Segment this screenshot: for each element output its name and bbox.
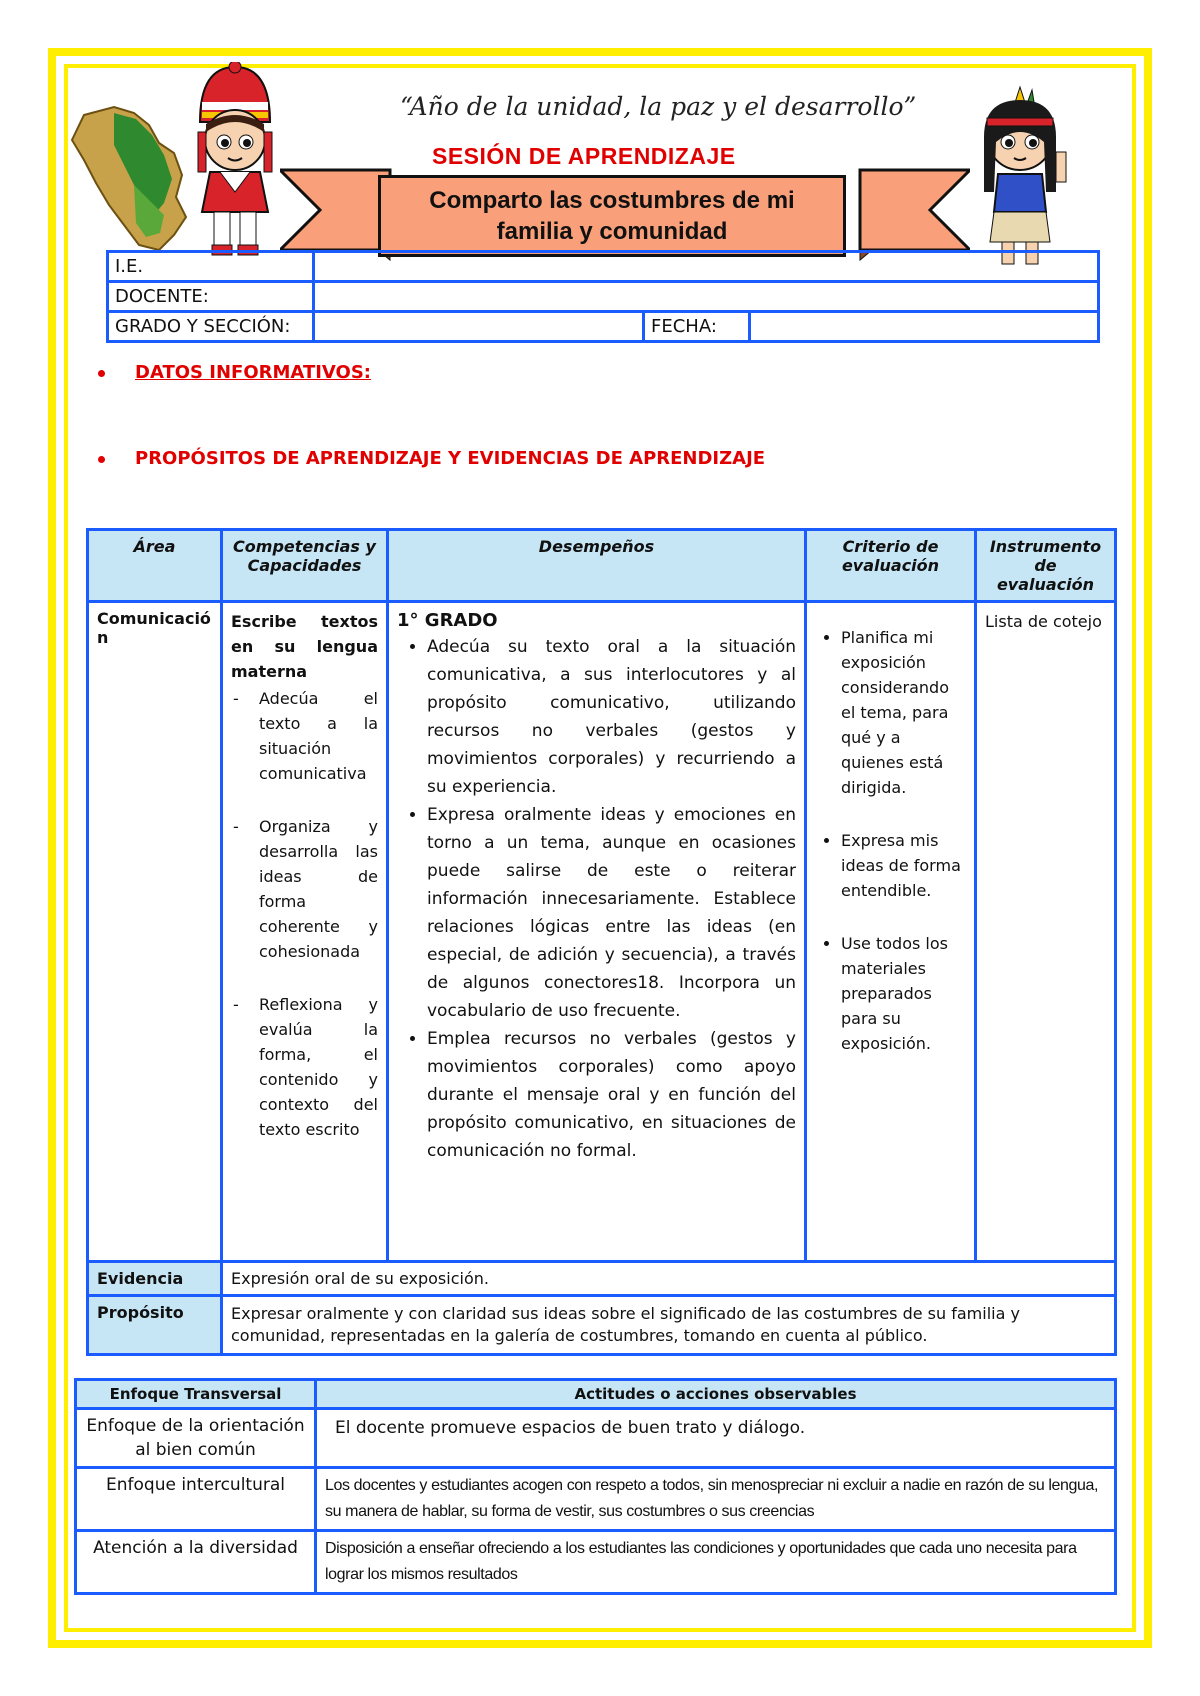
header-competencias: Competencias y Capacidades (222, 530, 388, 602)
enfoque-name: Enfoque intercultural (76, 1468, 316, 1531)
docente-label: DOCENTE: (108, 282, 314, 312)
criterio-item: • Planifica mi exposición considerando el tema, para qué y a quienes está dirigida. (841, 625, 966, 800)
capacidad-item: - Reflexiona y evalúa la forma, el contenido y contexto del texto escrito (259, 992, 378, 1142)
peru-map-illustration (64, 105, 196, 255)
enfoque-accion: Los docentes y estudiantes acogen con respeto a todos, sin menospreciar ni excluir a nadie en razón de su lengua, su manera de hablar, su forma de vestir, sus costumbres o sus creencias (316, 1468, 1116, 1531)
section-propositos (98, 448, 765, 469)
year-motto: “Año de la unidad, la paz y el desarrollo” (400, 92, 917, 121)
section-datos (98, 362, 371, 383)
desempenos-cell (388, 602, 806, 1262)
header-instrumento: Instrumento de evaluación (976, 530, 1116, 602)
enfoque-name: Atención a la diversidad (76, 1531, 316, 1594)
desempenos-list (397, 633, 796, 1165)
competencias-cell (222, 602, 388, 1262)
header-criterio: Criterio de evaluación (806, 530, 976, 602)
learning-table (86, 528, 1117, 1356)
evidencia-value: Expresión oral de su exposición. (222, 1262, 1116, 1296)
grado-heading: 1° GRADO (397, 610, 498, 631)
criterio-item: • Use todos los materiales preparados para su exposición. (841, 931, 966, 1056)
proposito-value: Expresar oralmente y con claridad sus ideas sobre el significado de las costumbres de su familia y comunidad, representadas en la galería de costumbres, tomando en cuenta al público. (222, 1296, 1116, 1355)
enfoque-name: Enfoque de la orientación al bien común (76, 1409, 316, 1468)
proposito-label: Propósito (88, 1296, 222, 1355)
area-cell: Comunicación (88, 602, 222, 1262)
header-area: Área (88, 530, 222, 602)
enfoques-table (74, 1378, 1117, 1595)
girl-character-illustration (960, 82, 1080, 272)
section-propositos-label: PROPÓSITOS DE APRENDIZAJE Y EVIDENCIAS DE APRENDIZAJE (135, 448, 766, 469)
capacidades-list (231, 686, 378, 1142)
criterios-cell (806, 602, 976, 1262)
competencia-name: Escribe textos en su lengua materna (231, 612, 378, 681)
info-table (106, 250, 1100, 343)
docente-field[interactable] (314, 282, 1099, 312)
capacidad-item: - Adecúa el texto a la situación comunicativa (259, 686, 378, 786)
criterio-item: • Expresa mis ideas de forma entendible. (841, 828, 966, 903)
desempeno-item: • Expresa oralmente ideas y emociones en torno a un tema, aunque en ocasiones puede salirse de este o reiterar información innecesariamente. Establece relaciones lógicas entre las ideas (en especial, de adición y secuencia), a través de algunos conectores18. Incorpora un vocabulario de uso frecuente. (427, 801, 796, 1025)
grado-label: GRADO Y SECCIÓN: (108, 312, 314, 342)
instrumento-cell: Lista de cotejo (976, 602, 1116, 1262)
topic-title: Comparto las costumbres de mi familia y comunidad (429, 187, 795, 245)
evidencia-label: Evidencia (88, 1262, 222, 1296)
topic-box (378, 175, 846, 257)
desempeno-item: • Emplea recursos no verbales (gestos y movimientos corporales) como apoyo durante el mensaje oral y en función del propósito comunicativo, en situaciones de comunicación no formal. (427, 1025, 796, 1165)
header-enfoque: Enfoque Transversal (76, 1380, 316, 1409)
bullet-dot (98, 370, 105, 377)
header-actitudes: Actitudes o acciones observables (316, 1380, 1116, 1409)
desempeno-item: • Adecúa su texto oral a la situación comunicativa, a sus interlocutores y al propósito comunicativo, utilizando recursos no verbales (gestos y movimientos corporales) y recurriendo a su experiencia. (427, 633, 796, 801)
header-desempenos: Desempeños (388, 530, 806, 602)
section-datos-label: DATOS INFORMATIVOS: (135, 362, 372, 383)
bullet-dot (98, 456, 105, 463)
grado-field[interactable] (314, 312, 644, 342)
fecha-label: FECHA: (644, 312, 750, 342)
capacidad-item: - Organiza y desarrolla las ideas de forma coherente y cohesionada (259, 814, 378, 964)
boy-character-illustration (180, 62, 290, 257)
session-title: SESIÓN DE APRENDIZAJE (432, 143, 736, 169)
criterios-list (815, 625, 966, 1056)
ie-label: I.E. (108, 252, 314, 282)
enfoque-accion: Disposición a enseñar ofreciendo a los estudiantes las condiciones y oportunidades que cada uno necesita para lograr los mismos resultados (316, 1531, 1116, 1594)
ie-field[interactable] (314, 252, 1099, 282)
enfoque-accion: El docente promueve espacios de buen trato y diálogo. (316, 1409, 1116, 1468)
fecha-field[interactable] (750, 312, 1099, 342)
